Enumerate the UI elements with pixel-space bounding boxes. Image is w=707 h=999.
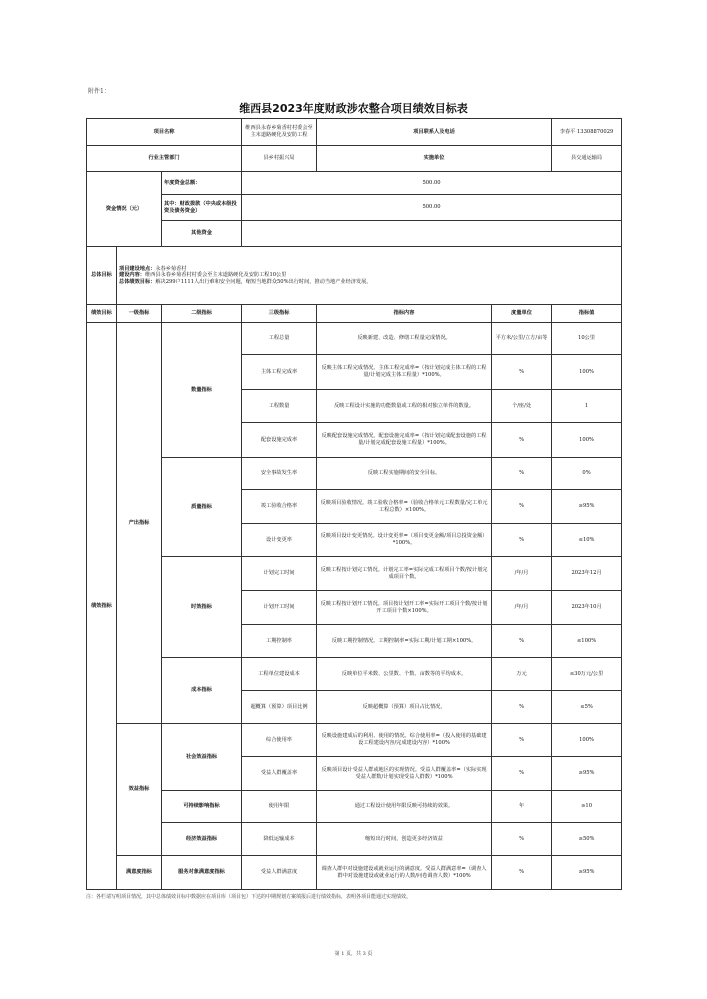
row-content: 反映主体工程完成情况。主体工程完成率=（按计划完成主体工程的工程量/计划完成主体工程量）*100%。 [317, 355, 492, 390]
location-line: 项目建设地点：永春乡菊香村 [119, 265, 187, 272]
row-name: 受益人群满意度 [242, 856, 317, 890]
row-content: 反映新建、改造、修缮工程量完成情况。 [317, 323, 492, 355]
row-unit: % [492, 458, 552, 490]
row-name: 工程数量 [242, 390, 317, 423]
row-name: 计划开工时间 [242, 591, 317, 625]
row-content: 反映项目设计变更情况。设计变更率=（项目变更金额/项目总投资金额）*100%。 [317, 524, 492, 557]
row-name: 主体工程完成率 [242, 355, 317, 390]
row-name: 工程总量 [242, 323, 317, 355]
row-content: 反映项目设计受益人群或地区的实现情况。受益人群覆盖率=（实际实现受益人群数/计划实现受益人群数）*100% [317, 757, 492, 791]
header-value: 指标值 [552, 305, 622, 323]
row-unit: % [492, 691, 552, 724]
table-row [87, 557, 622, 591]
row-unit: /年/月 [492, 591, 552, 625]
overall-goal-row [87, 247, 622, 305]
header-unit: 度量单位 [492, 305, 552, 323]
page-number: 第 1 页，共 3 页 [334, 951, 373, 957]
dept-label: 行业主管部门 [87, 146, 242, 172]
row-value: 10公里 [552, 323, 622, 355]
level2-econ: 经济效益指标 [162, 823, 242, 856]
perf-label: 绩效指标 [87, 323, 117, 890]
row-content: 反映项目验收情况。竣工验收合格率=（验收合格单元工程数量/完工单元工程总数）×100%。 [317, 490, 492, 524]
level2-quality: 质量指标 [162, 458, 242, 557]
row-value: 1 [552, 390, 622, 423]
row-value: ≤10% [552, 524, 622, 557]
level2-cost: 成本指标 [162, 658, 242, 724]
row-name: 竣工验收合格率 [242, 490, 317, 524]
level1-satisfaction: 满意度指标 [117, 856, 162, 890]
row-unit: % [492, 524, 552, 557]
row-unit: /年/月 [492, 557, 552, 591]
header-level3: 三级指标 [242, 305, 317, 323]
row-content: 反映工程设计实施的功能数量或工程的相对独立单件的数量。 [317, 390, 492, 423]
funds-row-1 [87, 172, 622, 195]
row-unit: % [492, 355, 552, 390]
row-value: ≥95% [552, 490, 622, 524]
row-unit: 年 [492, 791, 552, 823]
row-name: 工程单位建设成本 [242, 658, 317, 691]
row-content: 反映工程实施期间的安全目标。 [317, 458, 492, 490]
row-value: 100% [552, 724, 622, 757]
annual-total-label: 年度资金总额： [162, 172, 242, 195]
overall-goal-label: 总体目标 [87, 247, 117, 305]
header-level2: 二级指标 [162, 305, 242, 323]
row-name: 使用年限 [242, 791, 317, 823]
table-row [87, 658, 622, 691]
row-content: 反映单位平米数、公里数、个数、亩数等的平均成本。 [317, 658, 492, 691]
row-value: 100% [552, 423, 622, 458]
table-row [87, 823, 622, 856]
level1-benefit: 效益指标 [117, 724, 162, 856]
row-content: 反映配套设施完成情况。配套设施完成率=（按计划完成配套设施的工程量/计划完成配套设施工程量）*100%。 [317, 423, 492, 458]
other-funds-value [242, 221, 622, 247]
row-content: 缩短出行时间，创造更多经济效益 [317, 823, 492, 856]
row-name: 受益人群覆盖率 [242, 757, 317, 791]
row-value: ≤30万元/公里 [552, 658, 622, 691]
row-unit: % [492, 423, 552, 458]
project-name-label: 项目名称 [87, 119, 242, 146]
impl-value: 县交通运输局 [552, 146, 622, 172]
level1-output: 产出指标 [117, 323, 162, 724]
level2-time: 时效指标 [162, 557, 242, 658]
row-unit: 平方米/公里/立方/亩等 [492, 323, 552, 355]
page-title: 维西县2023年度财政涉农整合项目绩效目标表 [239, 102, 468, 115]
annual-total-value: 500.00 [242, 172, 622, 195]
row-name: 综合使用率 [242, 724, 317, 757]
row-name: 超概算（预算）项目比例 [242, 691, 317, 724]
table-row [87, 458, 622, 490]
row-unit: % [492, 856, 552, 890]
row-unit: % [492, 823, 552, 856]
header-content: 指标内容 [317, 305, 492, 323]
dept-row [87, 146, 622, 172]
contact-label: 项目联系人及电话 [317, 119, 552, 146]
row-unit: % [492, 490, 552, 524]
row-content: 反映设施建成后的利用、使用的情况。综合使用率=（投入使用的基础建设工程建设内容/完成建设内容）*100% [317, 724, 492, 757]
row-value: 0% [552, 458, 622, 490]
project-name-value: 维西县永春乡菊香村村委会至主末道路硬化及安防工程 [242, 119, 317, 146]
row-name: 降低运输成本 [242, 823, 317, 856]
header-level1: 一级指标 [117, 305, 162, 323]
row-name: 工期控制率 [242, 625, 317, 658]
impl-label: 实施单位 [317, 146, 552, 172]
content-line: 建设内容：维西县永春乡菊香村村委会至主末道路硬化及安防工程10公里 [119, 272, 287, 279]
row-value: ≥50% [552, 823, 622, 856]
level2-service: 服务对象满意度指标 [162, 856, 242, 890]
funds-row-3 [87, 221, 622, 247]
row-unit: % [492, 724, 552, 757]
row-value: 100% [552, 355, 622, 390]
row-value: ≥95% [552, 856, 622, 890]
level2-quantity: 数量指标 [162, 323, 242, 458]
funds-label: 资金情况（元） [87, 172, 162, 247]
row-unit: 万元 [492, 658, 552, 691]
row-name: 安全事故发生率 [242, 458, 317, 490]
overall-goal-content [117, 247, 622, 305]
dept-value: 县乡村振兴局 [242, 146, 317, 172]
row-value: 2023年12月 [552, 557, 622, 591]
table-header [87, 305, 622, 323]
project-name-row [87, 119, 622, 146]
row-value: ≥10 [552, 791, 622, 823]
other-funds-label: 其他资金 [162, 221, 242, 247]
level2-social: 社会效益指标 [162, 724, 242, 791]
row-value: ≤100% [552, 625, 622, 658]
table-row [87, 724, 622, 757]
row-name: 配套设施完成率 [242, 423, 317, 458]
of-which-label: 其中：财政拨款（中央或本级投资及债务资金） [162, 195, 242, 221]
row-unit: % [492, 757, 552, 791]
table-row [87, 791, 622, 823]
goal-line: 总体绩效目标：解决299户1111人出行难和安全问题，缩短当地群众50%出行时间，推动当地产业经济发展。 [119, 278, 372, 285]
row-content: 反映工程按计划开工情况。项目按计划开工率=实际开工项目个数/按计划开工项目个数×100%。 [317, 591, 492, 625]
row-content: 反映工程按计划完工情况。计划完工率=实际完成工程项目个数/按计划完成项目个数。 [317, 557, 492, 591]
level2-sustain: 可持续影响指标 [162, 791, 242, 823]
table-row [87, 856, 622, 890]
funds-row-2 [87, 195, 622, 221]
row-unit: 个/座/处 [492, 390, 552, 423]
performance-table [86, 118, 622, 890]
row-value: ≤5% [552, 691, 622, 724]
of-which-value: 500.00 [242, 195, 622, 221]
row-content: 通过工程设计使用年限反映可持续的效果。 [317, 791, 492, 823]
row-unit: % [492, 625, 552, 658]
contact-value: 李春平 13308870029 [552, 119, 622, 146]
row-value: ≥95% [552, 757, 622, 791]
row-name: 设计变更率 [242, 524, 317, 557]
row-content: 反映超概算（预算）项目占比情况。 [317, 691, 492, 724]
row-value: 2023年10月 [552, 591, 622, 625]
row-content: 反映工期控制情况。工期控制率=实际工期/计划工期×100%。 [317, 625, 492, 658]
row-name: 计划完工时间 [242, 557, 317, 591]
footnote: 注：各栏请写明项目情况，其中总体绩效目标中数据应在项目库（项目包）下达的中期规划方案填报后进行绩效指标，表明各项目能通过实现绩效。 [86, 894, 412, 900]
header-goal: 绩效目标 [87, 305, 117, 323]
table-row [87, 323, 622, 355]
row-content: 调查人群中对设施建设或就业运行的满意度。受益人群满意率=（调查人群中对设施建设或就业运行的人数/问卷调查人数）*100% [317, 856, 492, 890]
attachment-label: 附件1： [88, 88, 110, 95]
